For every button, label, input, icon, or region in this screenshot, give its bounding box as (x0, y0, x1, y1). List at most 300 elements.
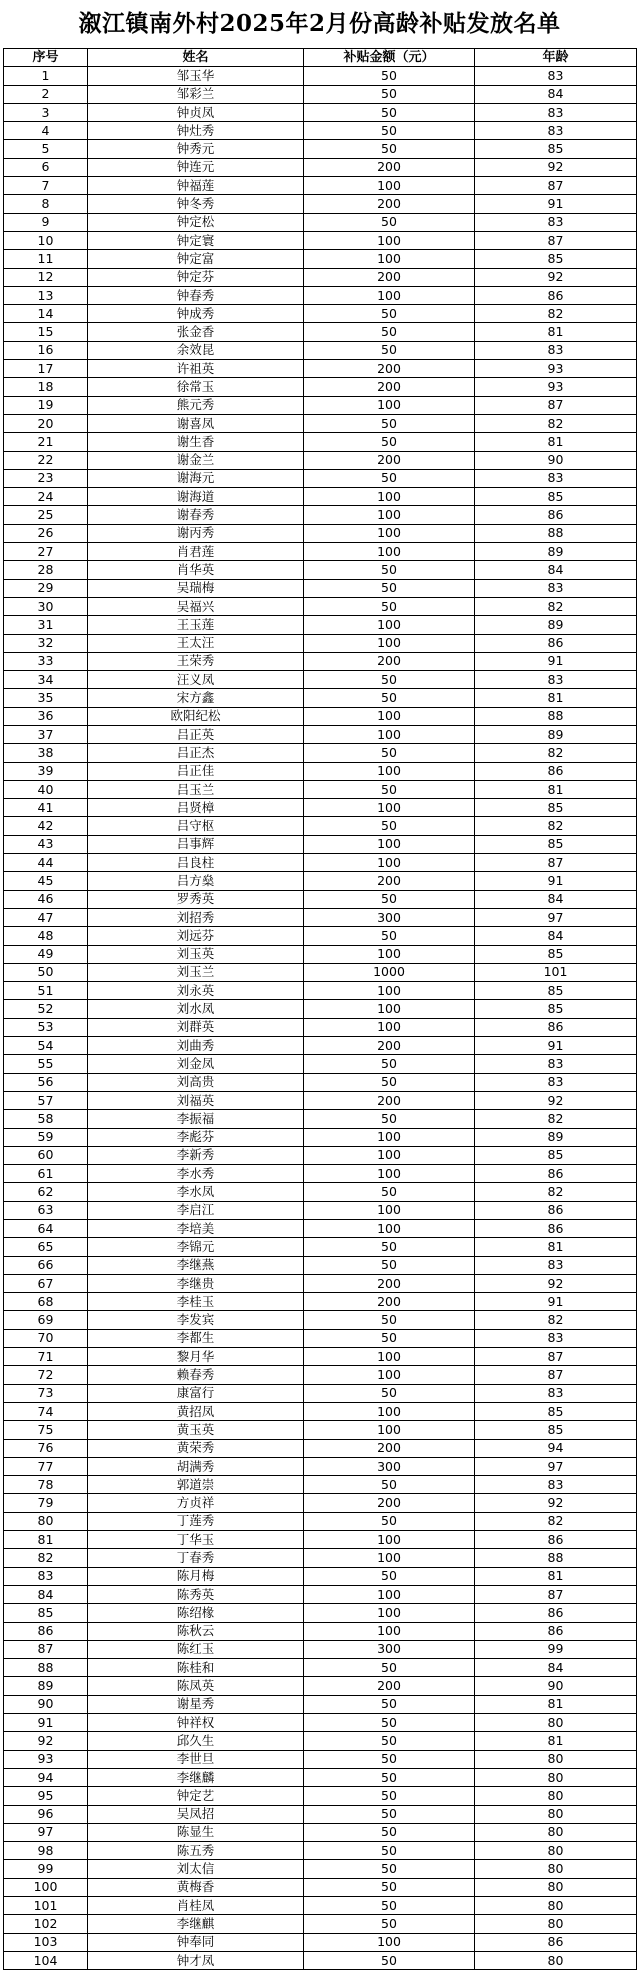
cell-age: 88 (475, 707, 637, 725)
cell-age: 81 (475, 433, 637, 451)
cell-index: 5 (4, 140, 88, 158)
cell-age: 86 (475, 634, 637, 652)
cell-name: 刘玉英 (88, 945, 304, 963)
cell-amount: 100 (304, 707, 475, 725)
cell-name: 黄梅香 (88, 1878, 304, 1896)
cell-age: 80 (475, 1750, 637, 1768)
table-row (4, 103, 637, 121)
table-row (4, 1750, 637, 1768)
cell-age: 85 (475, 1000, 637, 1018)
table-row (4, 1128, 637, 1146)
cell-index: 16 (4, 341, 88, 359)
subsidy-table (3, 48, 637, 1970)
cell-name: 陈显生 (88, 1823, 304, 1841)
table-row (4, 762, 637, 780)
cell-amount: 50 (304, 1238, 475, 1256)
cell-name: 吕正杰 (88, 744, 304, 762)
cell-index: 44 (4, 854, 88, 872)
cell-index: 103 (4, 1933, 88, 1951)
cell-index: 4 (4, 122, 88, 140)
table-row (4, 707, 637, 725)
cell-amount: 50 (304, 579, 475, 597)
table-row (4, 1384, 637, 1402)
table-row (4, 634, 637, 652)
header-amount: 补贴金额（元） (304, 49, 475, 67)
cell-name: 陈秋云 (88, 1622, 304, 1640)
cell-index: 86 (4, 1622, 88, 1640)
table-row (4, 689, 637, 707)
cell-age: 85 (475, 835, 637, 853)
table-row (4, 1348, 637, 1366)
cell-age: 87 (475, 396, 637, 414)
table-row (4, 250, 637, 268)
cell-name: 李振福 (88, 1110, 304, 1128)
cell-index: 53 (4, 1018, 88, 1036)
cell-amount: 50 (304, 1860, 475, 1878)
cell-name: 刘招秀 (88, 908, 304, 926)
table-row (4, 1878, 637, 1896)
cell-age: 91 (475, 195, 637, 213)
cell-index: 14 (4, 305, 88, 323)
cell-amount: 100 (304, 762, 475, 780)
cell-age: 81 (475, 1238, 637, 1256)
cell-index: 20 (4, 414, 88, 432)
cell-amount: 200 (304, 1439, 475, 1457)
table-row (4, 1768, 637, 1786)
cell-name: 钟秀元 (88, 140, 304, 158)
cell-amount: 200 (304, 1037, 475, 1055)
cell-name: 刘玉兰 (88, 963, 304, 981)
table-row (4, 451, 637, 469)
cell-amount: 50 (304, 85, 475, 103)
cell-index: 3 (4, 103, 88, 121)
cell-age: 80 (475, 1787, 637, 1805)
cell-amount: 200 (304, 268, 475, 286)
table-row (4, 1933, 637, 1951)
cell-index: 18 (4, 378, 88, 396)
cell-age: 83 (475, 213, 637, 231)
cell-index: 22 (4, 451, 88, 469)
page-title: 溆江镇南外村2025年2月份高龄补贴发放名单 (78, 10, 561, 37)
cell-amount: 50 (304, 1896, 475, 1914)
cell-amount: 50 (304, 1842, 475, 1860)
table-row (4, 1805, 637, 1823)
cell-index: 90 (4, 1695, 88, 1713)
cell-amount: 200 (304, 378, 475, 396)
table-row (4, 1714, 637, 1732)
cell-index: 72 (4, 1366, 88, 1384)
table-row (4, 1183, 637, 1201)
cell-age: 92 (475, 1274, 637, 1292)
cell-amount: 50 (304, 414, 475, 432)
cell-amount: 100 (304, 1018, 475, 1036)
cell-index: 100 (4, 1878, 88, 1896)
cell-index: 57 (4, 1091, 88, 1109)
cell-index: 50 (4, 963, 88, 981)
cell-name: 陈绍椽 (88, 1604, 304, 1622)
cell-index: 93 (4, 1750, 88, 1768)
cell-age: 99 (475, 1640, 637, 1658)
cell-age: 86 (475, 1933, 637, 1951)
cell-name: 李都生 (88, 1329, 304, 1347)
cell-amount: 200 (304, 1293, 475, 1311)
table-row (4, 872, 637, 890)
table-row (4, 433, 637, 451)
cell-name: 刘曲秀 (88, 1037, 304, 1055)
cell-name: 钟定芬 (88, 268, 304, 286)
cell-amount: 300 (304, 1457, 475, 1475)
cell-age: 86 (475, 1220, 637, 1238)
cell-name: 吕贤樟 (88, 799, 304, 817)
cell-name: 谢星秀 (88, 1695, 304, 1713)
cell-amount: 50 (304, 1695, 475, 1713)
cell-amount: 50 (304, 1659, 475, 1677)
cell-name: 徐常玉 (88, 378, 304, 396)
cell-index: 99 (4, 1860, 88, 1878)
table-row (4, 927, 637, 945)
table-row (4, 122, 637, 140)
cell-amount: 50 (304, 1732, 475, 1750)
cell-amount: 100 (304, 506, 475, 524)
cell-name: 王玉莲 (88, 616, 304, 634)
table-row (4, 1549, 637, 1567)
cell-age: 83 (475, 579, 637, 597)
cell-amount: 100 (304, 543, 475, 561)
cell-name: 张金香 (88, 323, 304, 341)
table-row (4, 140, 637, 158)
table-row (4, 1604, 637, 1622)
cell-amount: 50 (304, 890, 475, 908)
cell-age: 86 (475, 1018, 637, 1036)
cell-age: 82 (475, 1512, 637, 1530)
cell-name: 李培美 (88, 1220, 304, 1238)
cell-age: 85 (475, 945, 637, 963)
cell-index: 101 (4, 1896, 88, 1914)
cell-amount: 100 (304, 177, 475, 195)
cell-age: 86 (475, 1165, 637, 1183)
table-row (4, 1329, 637, 1347)
table-row (4, 597, 637, 615)
cell-amount: 50 (304, 1110, 475, 1128)
cell-amount: 100 (304, 231, 475, 249)
table-row (4, 1896, 637, 1914)
cell-index: 60 (4, 1146, 88, 1164)
table-row (4, 1366, 637, 1384)
cell-name: 许祖英 (88, 360, 304, 378)
cell-amount: 50 (304, 67, 475, 85)
cell-age: 92 (475, 268, 637, 286)
cell-amount: 200 (304, 872, 475, 890)
cell-amount: 50 (304, 213, 475, 231)
table-row (4, 1677, 637, 1695)
table-row (4, 378, 637, 396)
cell-amount: 200 (304, 1274, 475, 1292)
table-row (4, 744, 637, 762)
cell-name: 陈凤英 (88, 1677, 304, 1695)
cell-age: 89 (475, 725, 637, 743)
cell-name: 钟定艺 (88, 1787, 304, 1805)
cell-age: 92 (475, 1091, 637, 1109)
cell-name: 丁华玉 (88, 1531, 304, 1549)
cell-amount: 100 (304, 835, 475, 853)
cell-age: 89 (475, 543, 637, 561)
table-row (4, 817, 637, 835)
table-row (4, 1732, 637, 1750)
cell-amount: 50 (304, 1055, 475, 1073)
cell-index: 15 (4, 323, 88, 341)
cell-index: 33 (4, 652, 88, 670)
table-row (4, 1439, 637, 1457)
cell-amount: 50 (304, 1384, 475, 1402)
cell-age: 92 (475, 158, 637, 176)
cell-index: 89 (4, 1677, 88, 1695)
cell-name: 钟连元 (88, 158, 304, 176)
spreadsheet (3, 0, 636, 1970)
cell-amount: 1000 (304, 963, 475, 981)
cell-name: 吕正英 (88, 725, 304, 743)
cell-index: 28 (4, 561, 88, 579)
cell-age: 84 (475, 1659, 637, 1677)
cell-name: 陈五秀 (88, 1842, 304, 1860)
cell-age: 91 (475, 872, 637, 890)
cell-amount: 100 (304, 286, 475, 304)
cell-age: 80 (475, 1896, 637, 1914)
cell-age: 86 (475, 762, 637, 780)
cell-amount: 100 (304, 1531, 475, 1549)
cell-amount: 50 (304, 1329, 475, 1347)
cell-index: 24 (4, 488, 88, 506)
table-row (4, 305, 637, 323)
cell-index: 36 (4, 707, 88, 725)
cell-name: 邹玉华 (88, 67, 304, 85)
cell-index: 48 (4, 927, 88, 945)
cell-index: 30 (4, 597, 88, 615)
cell-name: 刘永英 (88, 982, 304, 1000)
cell-name: 李水秀 (88, 1165, 304, 1183)
cell-age: 89 (475, 616, 637, 634)
cell-amount: 50 (304, 1256, 475, 1274)
cell-age: 86 (475, 1604, 637, 1622)
table-row (4, 1201, 637, 1219)
cell-age: 86 (475, 1622, 637, 1640)
cell-amount: 50 (304, 689, 475, 707)
table-row (4, 854, 637, 872)
cell-index: 34 (4, 671, 88, 689)
table-row (4, 177, 637, 195)
cell-index: 80 (4, 1512, 88, 1530)
cell-index: 91 (4, 1714, 88, 1732)
cell-age: 81 (475, 1695, 637, 1713)
cell-name: 钟才凤 (88, 1951, 304, 1969)
cell-amount: 50 (304, 469, 475, 487)
cell-amount: 50 (304, 1951, 475, 1969)
table-row (4, 1860, 637, 1878)
table-row (4, 652, 637, 670)
table-row (4, 1823, 637, 1841)
cell-index: 70 (4, 1329, 88, 1347)
cell-name: 钟灶秀 (88, 122, 304, 140)
cell-amount: 50 (304, 817, 475, 835)
cell-index: 84 (4, 1585, 88, 1603)
cell-name: 刘远芬 (88, 927, 304, 945)
cell-name: 欧阳纪松 (88, 707, 304, 725)
cell-amount: 100 (304, 1585, 475, 1603)
cell-age: 82 (475, 1183, 637, 1201)
table-row (4, 1695, 637, 1713)
cell-index: 46 (4, 890, 88, 908)
cell-age: 92 (475, 1494, 637, 1512)
cell-amount: 50 (304, 927, 475, 945)
cell-name: 吴瑞梅 (88, 579, 304, 597)
table-row (4, 231, 637, 249)
table-row (4, 725, 637, 743)
cell-name: 李彪芬 (88, 1128, 304, 1146)
table-row (4, 799, 637, 817)
table-row (4, 286, 637, 304)
cell-age: 101 (475, 963, 637, 981)
cell-index: 8 (4, 195, 88, 213)
cell-age: 84 (475, 927, 637, 945)
cell-age: 94 (475, 1439, 637, 1457)
cell-amount: 50 (304, 1915, 475, 1933)
cell-age: 82 (475, 414, 637, 432)
cell-name: 谢喜凤 (88, 414, 304, 432)
cell-name: 陈桂和 (88, 1659, 304, 1677)
cell-name: 陈秀英 (88, 1585, 304, 1603)
cell-index: 27 (4, 543, 88, 561)
cell-amount: 100 (304, 945, 475, 963)
cell-amount: 50 (304, 323, 475, 341)
cell-age: 87 (475, 854, 637, 872)
cell-age: 88 (475, 1549, 637, 1567)
cell-amount: 100 (304, 1549, 475, 1567)
cell-name: 李新秀 (88, 1146, 304, 1164)
cell-amount: 100 (304, 725, 475, 743)
cell-age: 89 (475, 1128, 637, 1146)
cell-index: 63 (4, 1201, 88, 1219)
cell-name: 陈红玉 (88, 1640, 304, 1658)
cell-index: 79 (4, 1494, 88, 1512)
cell-name: 李世旦 (88, 1750, 304, 1768)
cell-age: 83 (475, 1256, 637, 1274)
cell-index: 97 (4, 1823, 88, 1841)
table-row (4, 268, 637, 286)
table-row (4, 1165, 637, 1183)
cell-age: 85 (475, 982, 637, 1000)
cell-amount: 50 (304, 1805, 475, 1823)
cell-index: 98 (4, 1842, 88, 1860)
cell-name: 李继麟 (88, 1768, 304, 1786)
table-row (4, 195, 637, 213)
table-row (4, 1951, 637, 1969)
cell-index: 92 (4, 1732, 88, 1750)
cell-name: 吴凤招 (88, 1805, 304, 1823)
cell-name: 吕正佳 (88, 762, 304, 780)
cell-amount: 50 (304, 1768, 475, 1786)
cell-age: 83 (475, 469, 637, 487)
cell-index: 9 (4, 213, 88, 231)
cell-amount: 100 (304, 1220, 475, 1238)
cell-index: 58 (4, 1110, 88, 1128)
cell-age: 82 (475, 305, 637, 323)
cell-index: 6 (4, 158, 88, 176)
cell-amount: 200 (304, 1494, 475, 1512)
cell-index: 49 (4, 945, 88, 963)
cell-age: 80 (475, 1915, 637, 1933)
table-row (4, 414, 637, 432)
cell-name: 王太汪 (88, 634, 304, 652)
table-row (4, 1421, 637, 1439)
cell-amount: 50 (304, 671, 475, 689)
table-body (4, 67, 637, 1970)
cell-age: 81 (475, 323, 637, 341)
cell-age: 83 (475, 103, 637, 121)
cell-age: 85 (475, 1146, 637, 1164)
cell-index: 62 (4, 1183, 88, 1201)
cell-age: 83 (475, 1384, 637, 1402)
table-row (4, 835, 637, 853)
cell-index: 64 (4, 1220, 88, 1238)
cell-amount: 50 (304, 1567, 475, 1585)
cell-index: 95 (4, 1787, 88, 1805)
cell-amount: 200 (304, 195, 475, 213)
cell-age: 82 (475, 744, 637, 762)
cell-age: 83 (475, 1055, 637, 1073)
table-row (4, 1238, 637, 1256)
cell-index: 68 (4, 1293, 88, 1311)
cell-amount: 300 (304, 908, 475, 926)
cell-age: 87 (475, 1585, 637, 1603)
table-row (4, 1274, 637, 1292)
cell-name: 谢春秀 (88, 506, 304, 524)
cell-name: 李发宾 (88, 1311, 304, 1329)
cell-name: 刘群英 (88, 1018, 304, 1036)
cell-index: 35 (4, 689, 88, 707)
cell-name: 陈月梅 (88, 1567, 304, 1585)
cell-age: 91 (475, 1037, 637, 1055)
cell-name: 黄荣秀 (88, 1439, 304, 1457)
cell-index: 76 (4, 1439, 88, 1457)
cell-name: 胡满秀 (88, 1457, 304, 1475)
cell-age: 93 (475, 360, 637, 378)
cell-name: 余效昆 (88, 341, 304, 359)
table-row (4, 1091, 637, 1109)
table-row (4, 1055, 637, 1073)
cell-name: 钟定松 (88, 213, 304, 231)
cell-amount: 50 (304, 597, 475, 615)
cell-age: 85 (475, 1402, 637, 1420)
cell-amount: 100 (304, 488, 475, 506)
table-row (4, 1256, 637, 1274)
cell-age: 82 (475, 597, 637, 615)
cell-age: 91 (475, 652, 637, 670)
cell-index: 47 (4, 908, 88, 926)
cell-index: 19 (4, 396, 88, 414)
cell-index: 12 (4, 268, 88, 286)
cell-index: 59 (4, 1128, 88, 1146)
cell-name: 钟福莲 (88, 177, 304, 195)
cell-index: 13 (4, 286, 88, 304)
cell-name: 钟祥权 (88, 1714, 304, 1732)
cell-index: 69 (4, 1311, 88, 1329)
cell-amount: 100 (304, 982, 475, 1000)
cell-name: 吕事辉 (88, 835, 304, 853)
cell-name: 钟贞凤 (88, 103, 304, 121)
cell-amount: 200 (304, 1091, 475, 1109)
cell-amount: 50 (304, 1714, 475, 1732)
cell-age: 87 (475, 177, 637, 195)
cell-index: 66 (4, 1256, 88, 1274)
